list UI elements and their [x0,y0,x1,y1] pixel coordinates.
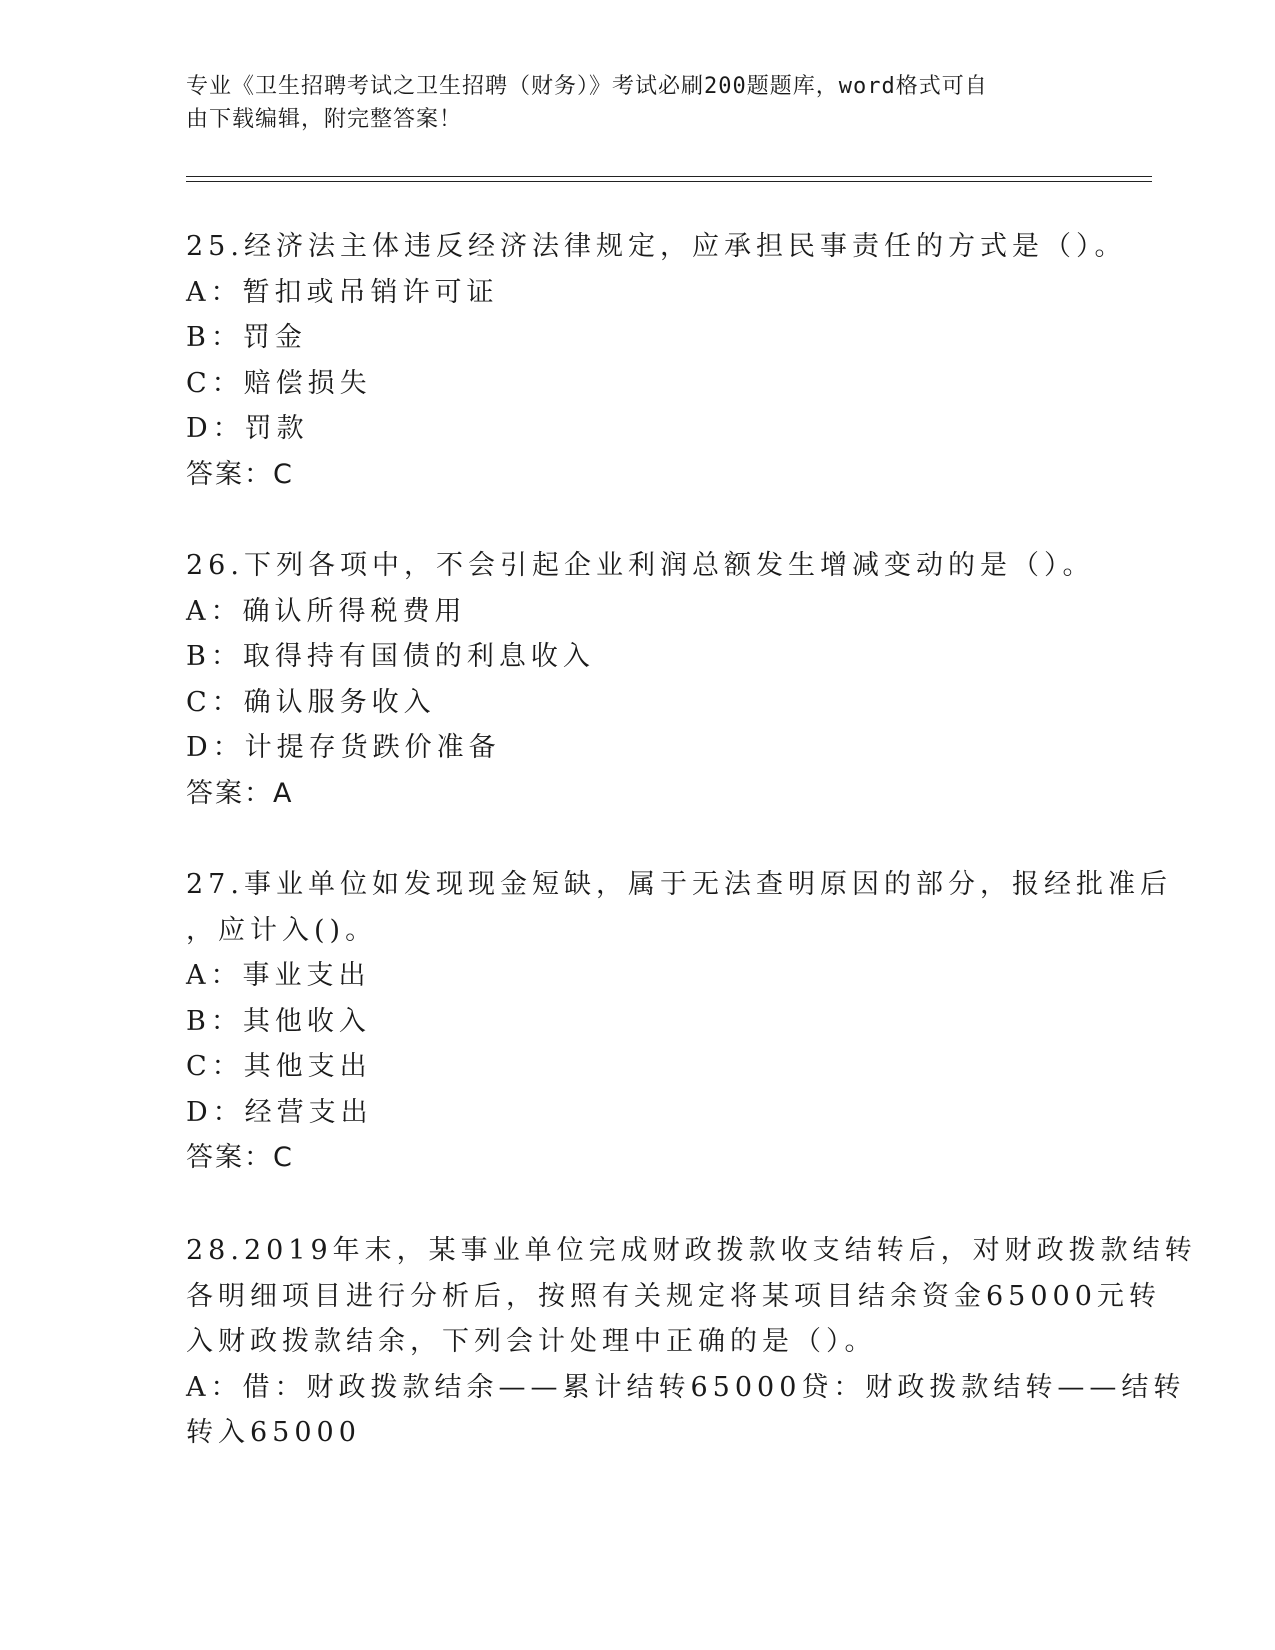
option-a-line-2: 转入65000 [186,1417,361,1448]
answer-label: 答案：C [186,1142,294,1173]
option-c: C：其他支出 [186,1051,372,1082]
question-stem-line-3: 入财政拨款结余，下列会计处理中正确的是（）。 [186,1326,877,1357]
option-a: A：确认所得税费用 [186,595,467,627]
option-b: B：罚金 [186,322,307,353]
question-28 [186,1228,1197,1456]
option-c: C：确认服务收入 [186,686,436,718]
question-25 [186,224,1127,497]
question-27 [186,862,1172,1181]
header-divider-top [186,176,1152,177]
option-d: D：计提存货跌价准备 [186,732,501,763]
option-d: D：经营支出 [186,1096,373,1128]
answer-label: 答案：C [186,458,294,490]
option-d: D：罚款 [186,413,309,444]
header-line-1: 专业《卫生招聘考试之卫生招聘（财务）》考试必刷200题题库，word格式可自 [186,74,988,99]
question-stem-line-1: 28.2019年末，某事业单位完成财政拨款收支结转后，对财政拨款结转 [186,1235,1197,1266]
option-a-line-1: A：借：财政拨款结余——累计结转65000贷：财政拨款结转——结转 [186,1371,1186,1403]
question-stem-line-1: 27.事业单位如发现现金短缺，属于无法查明原因的部分，报经批准后 [186,869,1172,900]
header-divider-bottom [186,181,1152,182]
option-b: B：其他收入 [186,1005,371,1037]
document-header [186,70,1066,136]
option-a: A：暂扣或吊销许可证 [186,276,499,308]
question-stem: 25.经济法主体违反经济法律规定，应承担民事责任的方式是（）。 [186,231,1127,262]
option-c: C：赔偿损失 [186,367,372,399]
question-stem-line-2: 各明细项目进行分析后，按照有关规定将某项目结余资金65000元转 [186,1280,1161,1312]
option-a: A：事业支出 [186,960,371,991]
question-26 [186,543,1095,816]
header-line-2: 由下载编辑，附完整答案！ [186,107,463,132]
answer-label: 答案：A [186,777,294,809]
option-b: B：取得持有国债的利息收入 [186,641,595,672]
question-stem: 26.下列各项中，不会引起企业利润总额发生增减变动的是（）。 [186,550,1095,581]
question-stem-line-2: ，应计入()。 [186,914,378,946]
